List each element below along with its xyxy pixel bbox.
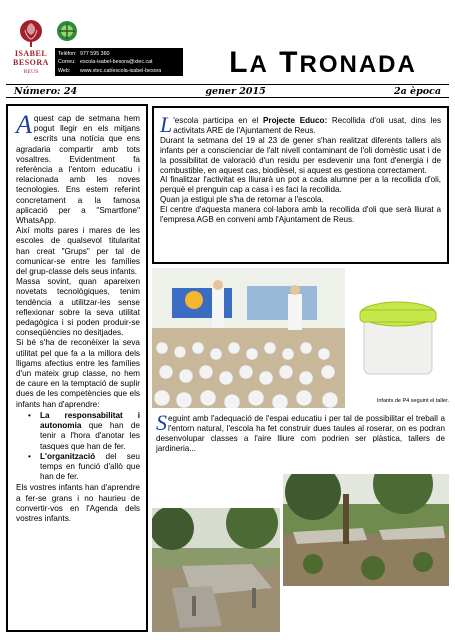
- newspaper-title: LA TRONADA: [229, 46, 417, 79]
- photo-caption: Infants de P4 seguint el taller.: [376, 398, 449, 404]
- whatsapp-article: A quest cap de setmana hem pogut llegir en els mitjans escrits una notícia que ens agradaria compartir amb tots vosaltres. Evidentment fa referència a l'entorn educatiu i relacionada amb les noves tecnologies. Ens estem referint concretament a la famosa aplicació per a "Smartfone" WhatsApp. Així molts pares i mares de les escoles de qualsevol titularitat han creat "Grups" per tal de comunicar-se entre les famílies del grup-classe dels seus infants. Massa sovint, quan apareixen novetats tecnològiques, tenim tendència a utilitzar-les sense reflexionar sobre la seva utilitat pedagògica i si poden produir-se conseqüències no desitjades. Si bé s'ha de reconèixer la seva utilitat pel que fa a la millora dels lligams afectius entre les famílies d'un mateix grup classe, no hem de caure en la temptació de suplir dues de les competències que els infants han d'aprendre: • La responsabilitat i autonomia que han de tenir a l'hora d'anotar les tasques que han de fer. • L'organització del seu temps en funció d'allò que han de fer. Els vostres infants han d'aprendre a fer-se grans i no haurieu de convertir-vos en l'Agenda dels vostres infants.: [6, 104, 148, 632]
- logo-place: REUS: [23, 69, 39, 75]
- rose-icon: [16, 18, 46, 48]
- rose-garden-photo: [283, 474, 449, 586]
- list-item: • L'organització del seu temps en funció d'allò que han de fer.: [34, 452, 140, 483]
- contact-info: [55, 48, 183, 76]
- school-logo: [8, 18, 54, 78]
- contact-email[interactable]: Correu: escola-isabel-besora@xtec.cat: [58, 59, 153, 66]
- issue-bar: [6, 84, 449, 98]
- dropcap: S: [156, 410, 167, 435]
- contact-web[interactable]: Web: www.xtec.cat/escola-isabel-besora: [58, 67, 162, 74]
- dropcap: A: [16, 110, 32, 139]
- issue-date: gener 2015: [205, 85, 266, 97]
- oil-jar-image: [356, 296, 440, 376]
- eco-school-icon: [56, 20, 78, 42]
- competences-list: [34, 411, 140, 482]
- issue-epoch: 2a època: [393, 85, 441, 97]
- issue-number: Número: 24: [14, 85, 78, 97]
- workshop-photo: [152, 268, 345, 408]
- logo-name-2: BESORA: [13, 58, 49, 67]
- garden-tables-photo: [152, 508, 280, 632]
- educo-article: L 'escola participa en el Projecte Educo: Recollida d'oli usat, dins les activitats ARE de l'Ajuntament de Reus. Durant la setmana del 19 al 23 de gener s'han realitzat diferents tallers als infants per a conscienciar de l'alt nivell contaminant de l'oli domèstic usat i de la possibilitat de valoració d'un residu per esdevenir una font d'energia i de combustible, en aquest cas, biodièsel, si aquest es gestiona correctament. Al finalitzar l'activitat es lliurarà un pot a cada alumne per a la recollida d'oli, perquè el prenguin cap a casa i es faci la recollida. Quan ja estigui ple s'ha de retornar a l'escola. El centre d'aquesta manera col·labora amb la recollida d'oli que serà lliurat a l'empresa AGB en conveni amb l'Ajuntament de Reus.: [152, 106, 449, 264]
- list-item: • La responsabilitat i autonomia que han de tenir a l'hora d'anotar les tasques que han de fer.: [34, 411, 140, 452]
- logo-name-1: ISABEL: [14, 49, 48, 58]
- dropcap: L: [160, 112, 173, 137]
- contact-phone: Telèfon: 977 595 360: [58, 51, 110, 57]
- garden-article: Seguint amb l'adequació de l'espai educatiu i per tal de possibilitar el treball a l'entorn natural, l'escola ha fet construir dues taules al roserar, on es podran desenvolupar classes a l'aire lliure com podrien ser plàstica, tallers de jardineria...: [156, 410, 445, 453]
